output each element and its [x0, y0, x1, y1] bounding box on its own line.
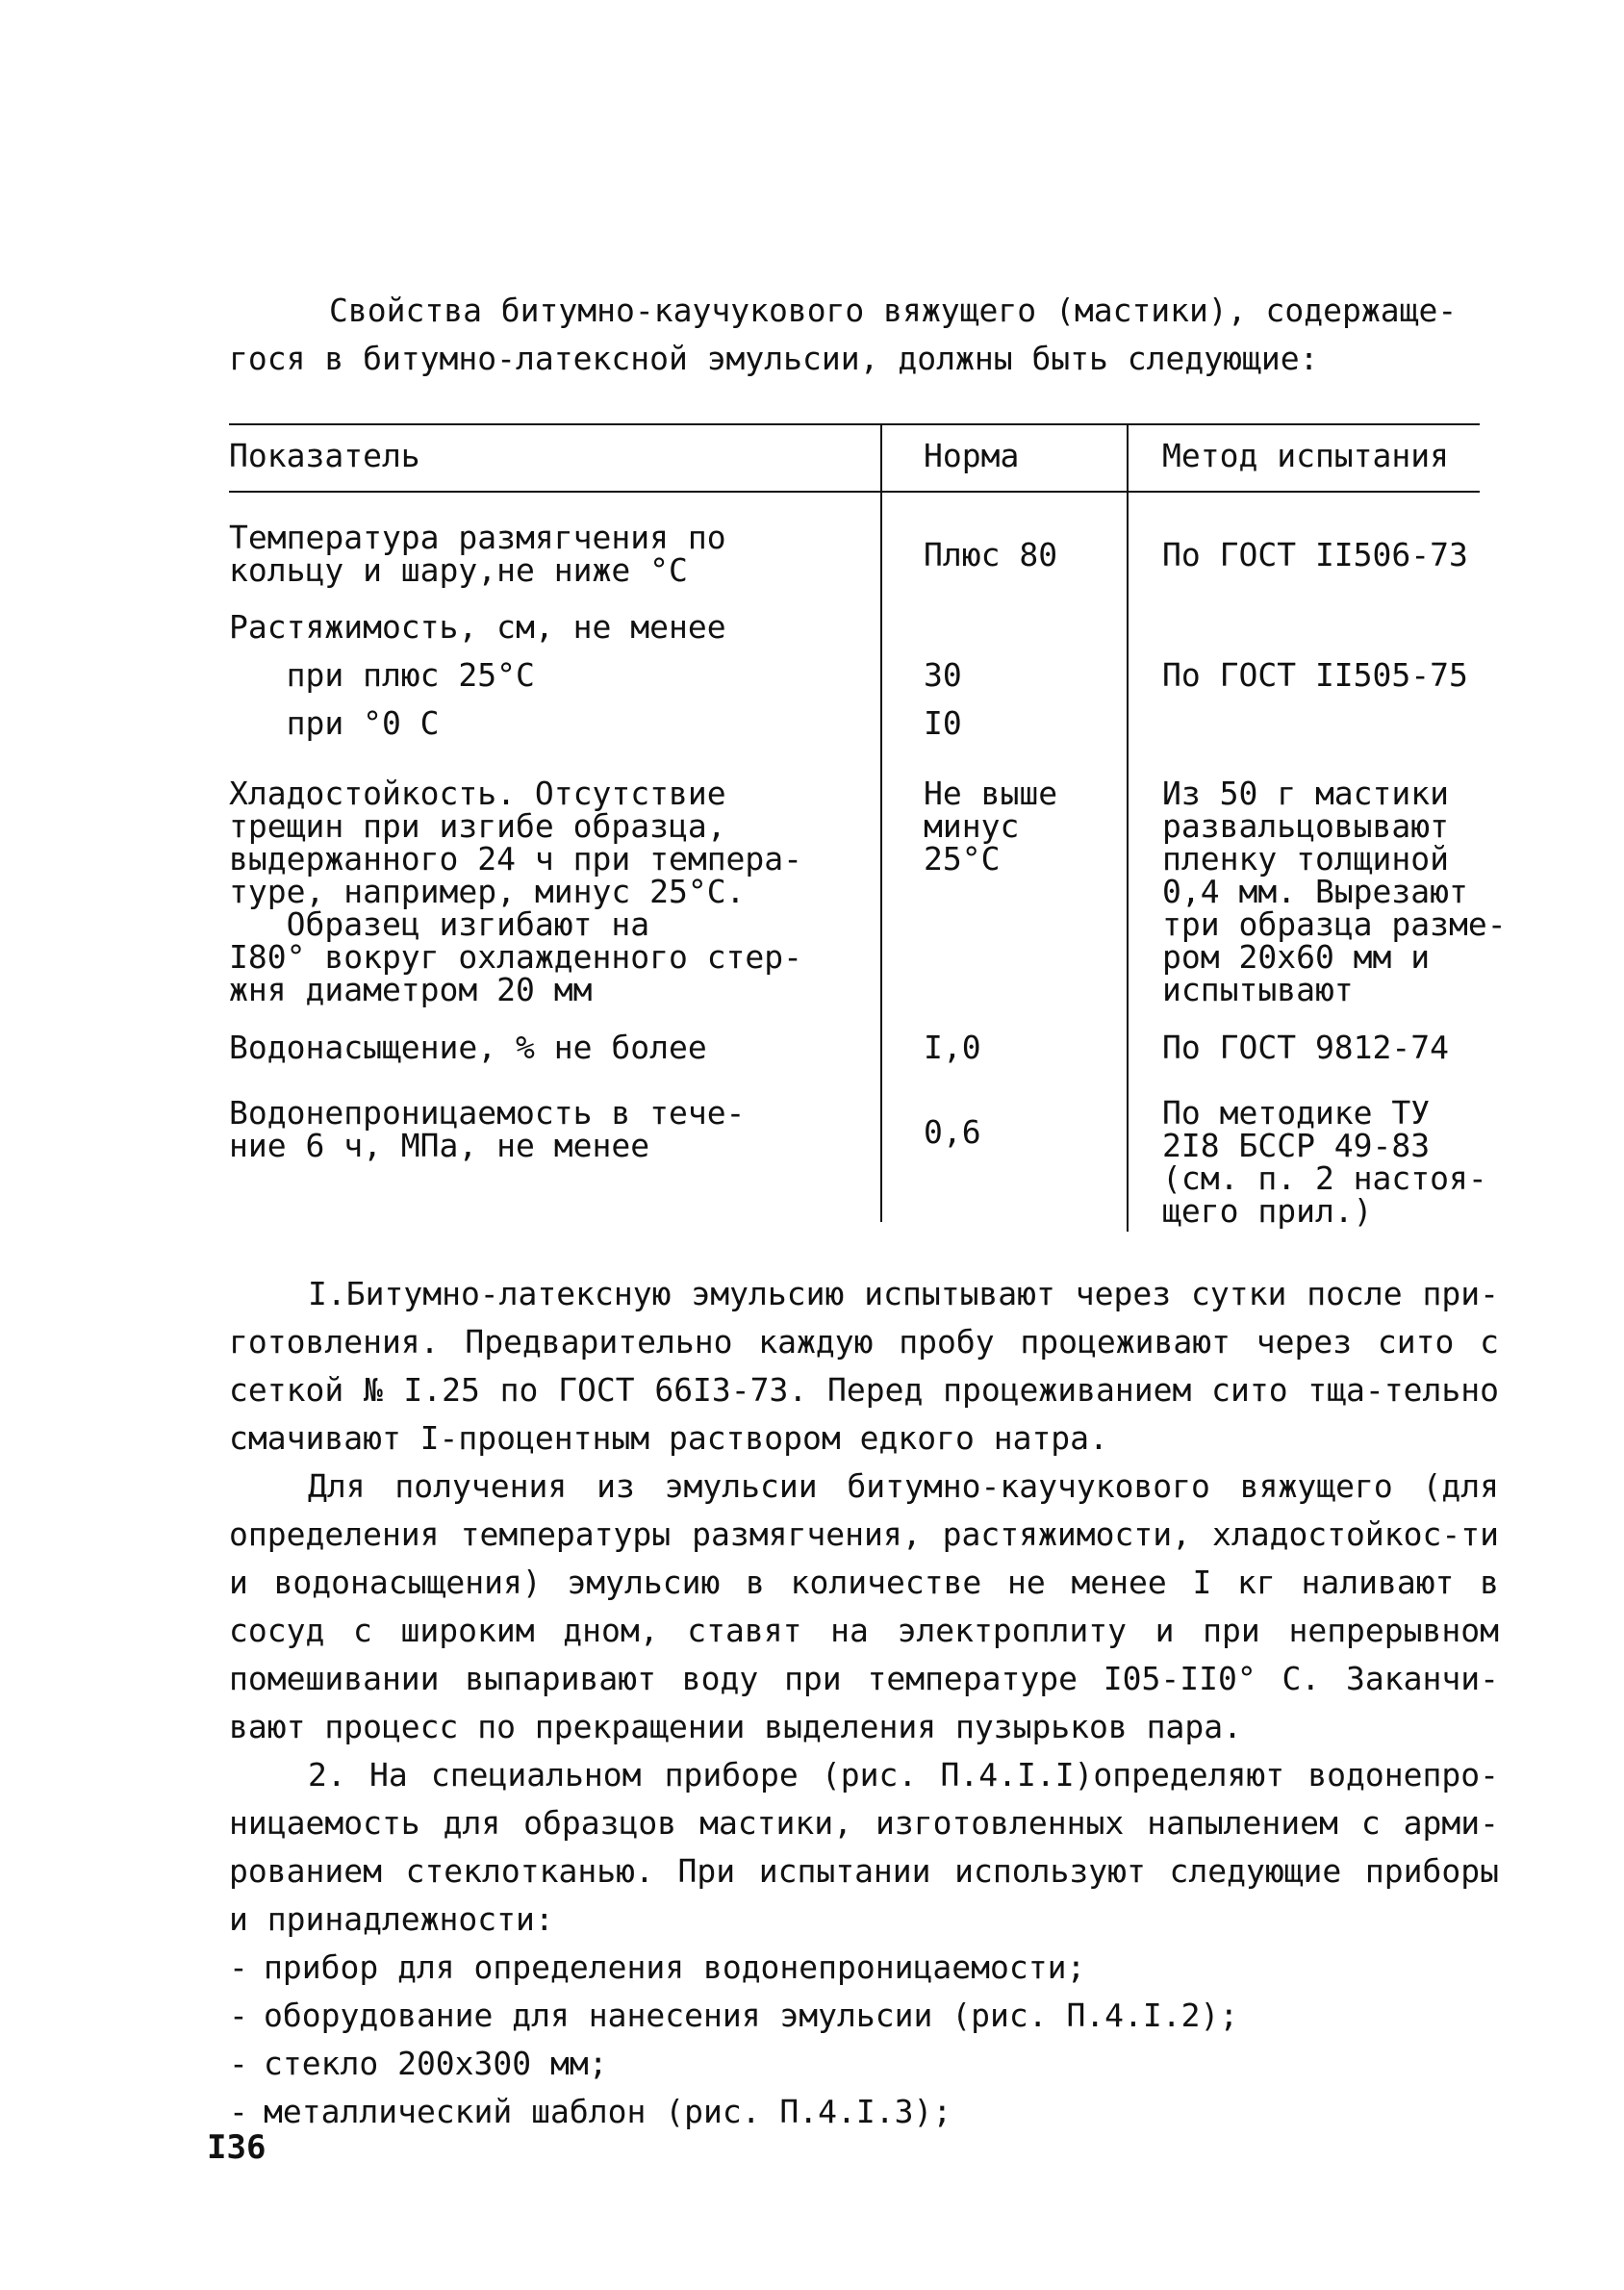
cell-indicator: Растяжимость, см, не менее	[229, 608, 726, 646]
intro-paragraph	[229, 287, 1499, 383]
cell-norm: 30	[924, 656, 962, 694]
cell-indicator: при °0 С	[229, 704, 440, 742]
cell-method: Из 50 г мастики развальцовывают пленку толщиной 0,4 мм. Вырезают три образца разме- ром 20х60 мм и испытывают	[1162, 775, 1507, 1008]
cell-indicator: Водонепроницаемость в тече- ние 6 ч, МПа, не менее	[229, 1094, 746, 1164]
cell-norm: I0	[924, 704, 962, 742]
header-method: Метод испытания	[1162, 437, 1450, 474]
paragraph: Для получения из эмульсии битумно-каучукового вяжущего (для определения температуры размягчения, растяжимости, хладостойкос-ти и водонасыщения) эмульсию в количестве не менее I кг наливают в сосуд с широким дном, ставят на электроплиту и при непрерывном помешивании выпаривают воду при температуре I05-II0° С. Заканчи-вают процесс по прекращении выделения пузырьков пара.	[229, 1467, 1499, 1745]
paragraph: 2. На специальном приборе (рис. П.4.I.I)определяют водонепро-ницаемость для образцов мастики, изготовленных напылением с арми-рованием стеклотканью. При испытании используют следующие приборы и принадлежности:	[229, 1756, 1499, 1938]
cell-norm: Не выше минус 25°С	[924, 775, 1058, 878]
list-item: - прибор для определения водонепроницаемости;	[229, 1948, 1086, 1986]
cell-indicator: Хладостойкость. Отсутствие трещин при изгибе образца, выдержанного 24 ч при темпера- туре, например, минус 25°С. Образец изгибают на I80° вокруг охлажденного стер- жня диаметром 20 мм	[229, 775, 803, 1008]
list-item-text: оборудование для нанесения эмульсии (рис. П.4.I.2);	[264, 1997, 1239, 2034]
cell-norm: Плюс 80	[924, 536, 1058, 573]
list-item: - металлический шаблон (рис. П.4.I.3);	[229, 2093, 952, 2130]
paragraph: I.Битумно-латексную эмульсию испытывают через сутки после при-готовления. Предварительно каждую пробу процеживают через сито с сеткой № I.25 по ГОСТ 66I3-73. Перед процеживанием сито тща-тельно смачивают I-процентным раствором едкого натра.	[229, 1275, 1499, 1457]
cell-method: По ГОСТ II505-75	[1162, 656, 1468, 694]
list-item-text: металлический шаблон (рис. П.4.I.3);	[264, 2093, 952, 2130]
cell-indicator: Температура размягчения по кольцу и шару,не ниже °С	[229, 519, 726, 589]
cell-norm: 0,6	[924, 1113, 981, 1151]
cell-method: По методике ТУ 2I8 БССР 49-83 (см. п. 2 настоя- щего прил.)	[1162, 1094, 1487, 1230]
cell-norm: I,0	[924, 1029, 981, 1066]
body-text	[229, 1270, 1499, 2136]
intro-text: Свойства битумно-каучукового вяжущего (мастики), содержаще-гося в битумно-латексной эмульсии, должны быть следующие:	[229, 292, 1458, 377]
properties-table	[229, 423, 1507, 1230]
list-item: - оборудование для нанесения эмульсии (рис. П.4.I.2);	[229, 1997, 1239, 2034]
table-top-rule	[229, 423, 1480, 425]
equipment-list	[229, 1944, 1499, 2136]
cell-method: По ГОСТ 9812-74	[1162, 1029, 1450, 1066]
list-item-text: стекло 200х300 мм;	[264, 2045, 608, 2082]
list-item: - стекло 200х300 мм;	[229, 2045, 608, 2082]
table-column-divider-1	[880, 423, 882, 1222]
table-header-rule	[229, 491, 1480, 493]
header-indicator: Показатель	[229, 437, 420, 474]
table-column-divider-2	[1127, 423, 1129, 1232]
cell-indicator: при плюс 25°С	[229, 656, 535, 694]
cell-method: По ГОСТ II506-73	[1162, 536, 1468, 573]
cell-indicator: Водонасыщение, % не более	[229, 1029, 707, 1066]
header-norm: Норма	[924, 437, 1020, 474]
list-item-text: прибор для определения водонепроницаемости;	[264, 1948, 1086, 1986]
page-number: I36	[207, 2128, 266, 2167]
